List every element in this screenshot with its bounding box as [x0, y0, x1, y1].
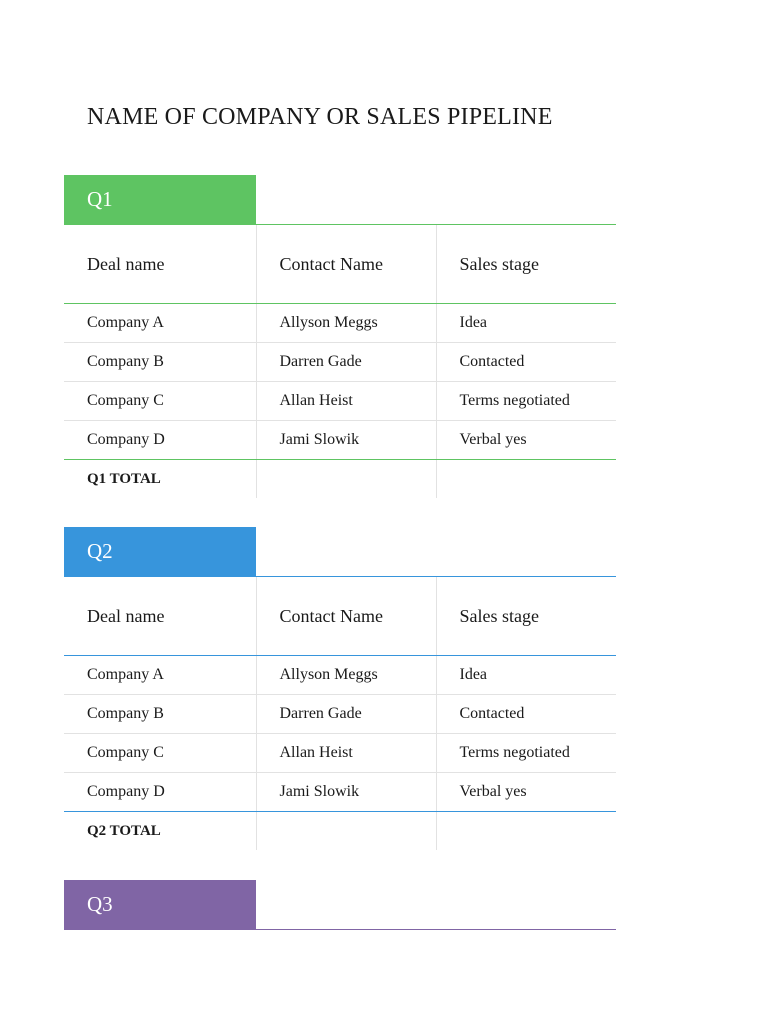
- q1-table: [64, 225, 616, 498]
- sales-stage-cell: Contacted: [436, 695, 616, 734]
- table-header-row: [64, 225, 616, 304]
- column-header-contact-name: Contact Name: [256, 225, 436, 304]
- q3-label: Q3: [64, 880, 256, 929]
- contact-name-cell: Jami Slowik: [256, 421, 436, 460]
- deal-name-cell: Company D: [64, 421, 256, 460]
- table-row: [64, 734, 616, 773]
- q2-label: Q2: [64, 527, 256, 576]
- q2-header: [64, 527, 616, 577]
- q3-section: [64, 880, 616, 930]
- deal-name-cell: Company C: [64, 734, 256, 773]
- sales-stage-cell: Verbal yes: [436, 421, 616, 460]
- contact-name-cell: Jami Slowik: [256, 773, 436, 812]
- contact-name-cell: Allan Heist: [256, 734, 436, 773]
- table-row: [64, 343, 616, 382]
- table-header-row: [64, 577, 616, 656]
- q1-label: Q1: [64, 175, 256, 224]
- deal-name-cell: Company D: [64, 773, 256, 812]
- q2-total-contact-cell: [256, 812, 436, 851]
- q2-section: [64, 527, 616, 850]
- deal-name-cell: Company A: [64, 656, 256, 695]
- deal-name-cell: Company B: [64, 695, 256, 734]
- column-header-contact-name: Contact Name: [256, 577, 436, 656]
- contact-name-cell: Allan Heist: [256, 382, 436, 421]
- table-row: [64, 304, 616, 343]
- contact-name-cell: Allyson Meggs: [256, 656, 436, 695]
- contact-name-cell: Allyson Meggs: [256, 304, 436, 343]
- column-header-deal-name: Deal name: [64, 577, 256, 656]
- column-header-deal-name: Deal name: [64, 225, 256, 304]
- page-title: NAME OF COMPANY OR SALES PIPELINE: [87, 104, 553, 130]
- deal-name-cell: Company B: [64, 343, 256, 382]
- deal-name-cell: Company A: [64, 304, 256, 343]
- table-row: [64, 421, 616, 460]
- q1-section: [64, 175, 616, 498]
- column-header-sales-stage: Sales stage: [436, 577, 616, 656]
- q1-total-label: Q1 TOTAL: [87, 470, 161, 487]
- q2-total-stage-cell: [436, 812, 616, 851]
- q2-total-label: Q2 TOTAL: [87, 822, 161, 839]
- sales-stage-cell: Contacted: [436, 343, 616, 382]
- q2-total-row: [64, 812, 616, 851]
- q1-total-row: [64, 460, 616, 499]
- contact-name-cell: Darren Gade: [256, 695, 436, 734]
- q2-table: [64, 577, 616, 850]
- sales-stage-cell: Terms negotiated: [436, 382, 616, 421]
- sales-stage-cell: Idea: [436, 656, 616, 695]
- column-header-sales-stage: Sales stage: [436, 225, 616, 304]
- q1-total-stage-cell: [436, 460, 616, 499]
- sales-stage-cell: Terms negotiated: [436, 734, 616, 773]
- table-row: [64, 695, 616, 734]
- q3-header: [64, 880, 616, 930]
- table-row: [64, 773, 616, 812]
- q1-header: [64, 175, 616, 225]
- sales-stage-cell: Idea: [436, 304, 616, 343]
- deal-name-cell: Company C: [64, 382, 256, 421]
- table-row: [64, 382, 616, 421]
- sales-stage-cell: Verbal yes: [436, 773, 616, 812]
- contact-name-cell: Darren Gade: [256, 343, 436, 382]
- table-row: [64, 656, 616, 695]
- q1-total-contact-cell: [256, 460, 436, 499]
